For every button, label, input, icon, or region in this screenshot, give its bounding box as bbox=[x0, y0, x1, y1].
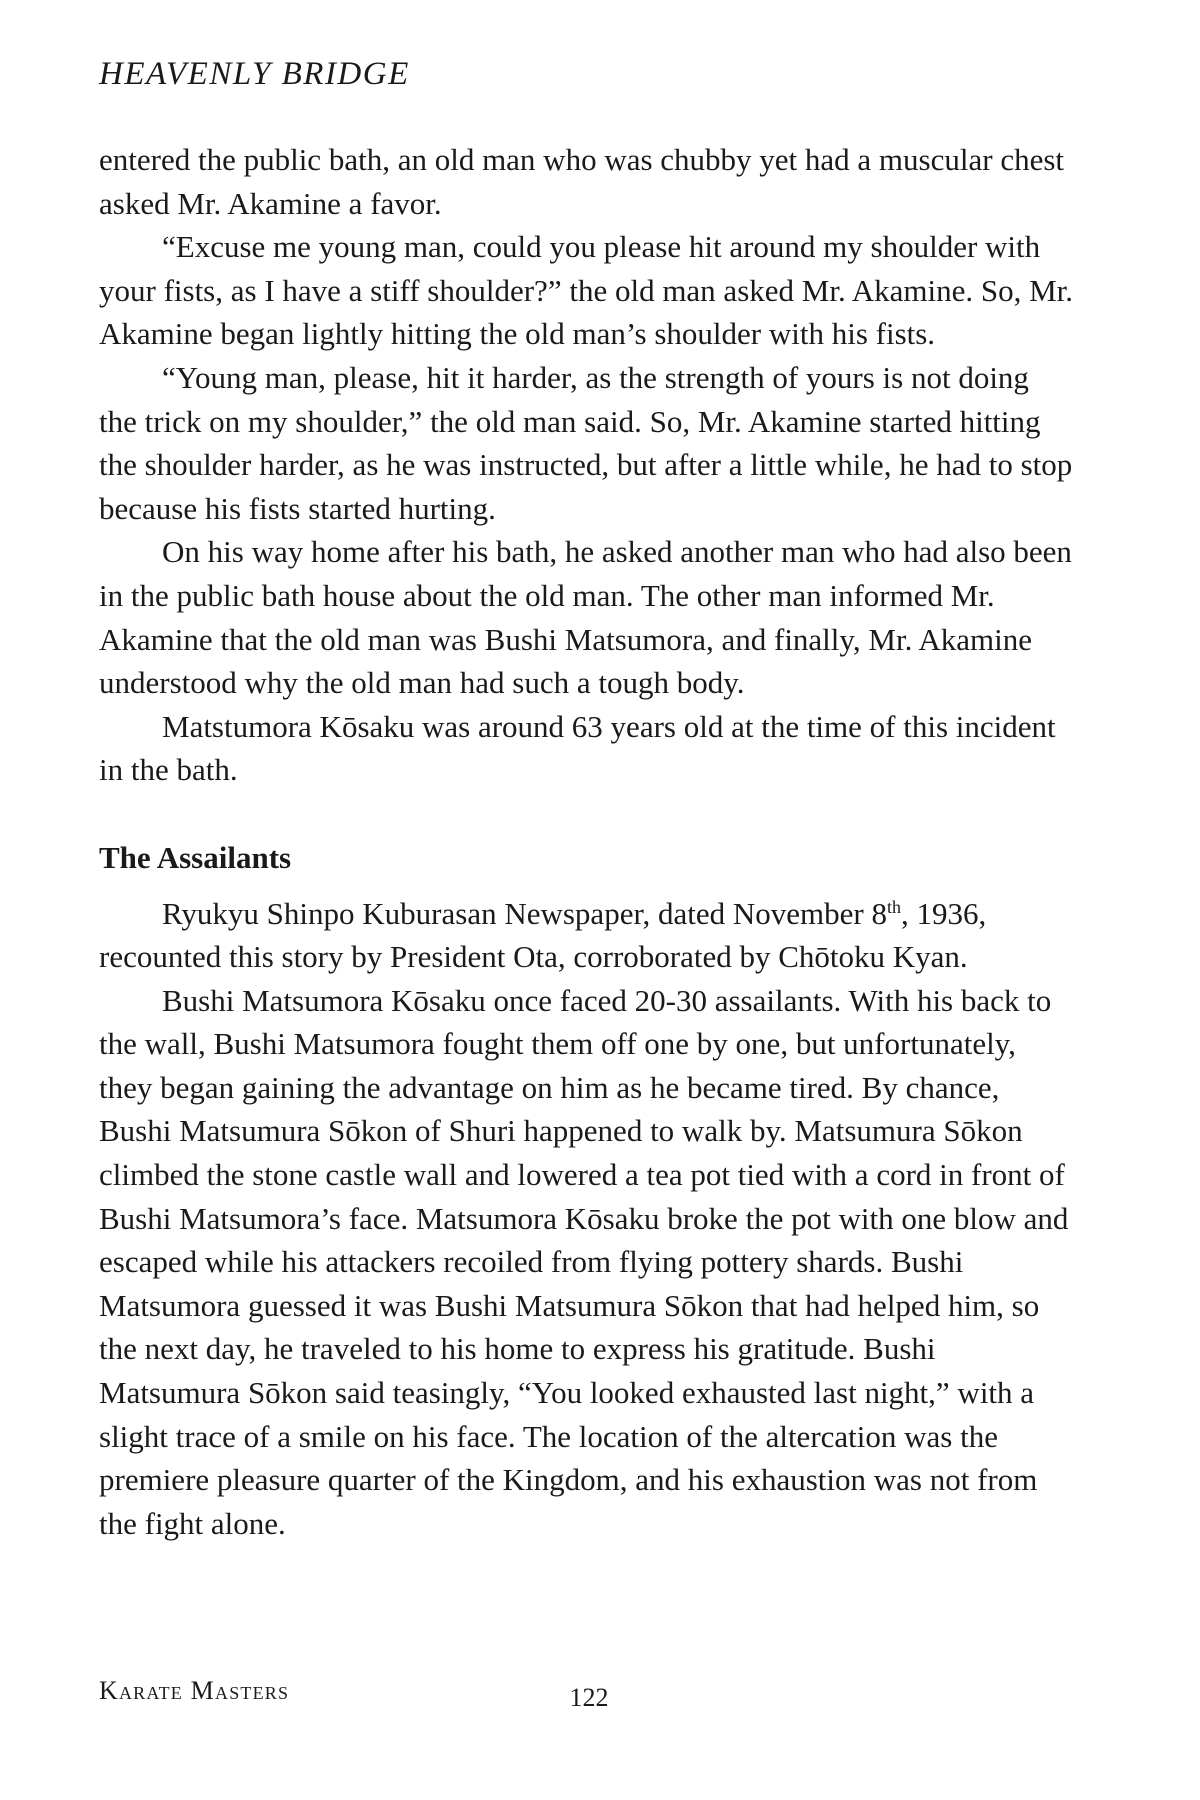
page-number: 122 bbox=[569, 1683, 609, 1712]
running-header: HEAVENLY BRIDGE bbox=[99, 56, 410, 92]
paragraph bbox=[99, 892, 1074, 979]
section-heading: The Assailants bbox=[99, 839, 292, 875]
footer-book-title: Karate Masters bbox=[99, 1676, 290, 1705]
paragraph-text: Ryukyu Shinpo Kuburasan Newspaper, dated November 8 bbox=[162, 895, 888, 931]
ordinal-suffix: th bbox=[887, 896, 902, 917]
paragraph: “Young man, please, hit it harder, as the strength of yours is not doing the trick on my shoulder,” the old man said. So, Mr. Akamine started hitting the shoulder harder, as he was instructed, but after a little while, he had to stop because his fists started hurting. bbox=[99, 359, 1073, 526]
paragraph: “Excuse me young man, could you please hit around my shoulder with your fists, as I have a stiff shoulder?” the old man asked Mr. Akamine. So, Mr. Akamine began lightly hitting the old man’s shoulder with his fists. bbox=[99, 229, 1074, 352]
paragraph: Matstumora Kōsaku was around 63 years old at the time of this incident in the bath. bbox=[99, 708, 1056, 788]
paragraph-text: , 1936, recounted this story by President Ota, corroborated by Chōtoku Kyan. bbox=[99, 895, 987, 975]
paragraph: Bushi Matsumora Kōsaku once faced 20-30 assailants. With his back to the wall, Bushi Matsumora fought them off one by one, but unfortunately, they began gaining the advantage on him as he became tired. By chance, Bushi Matsumura Sōkon of Shuri happened to walk by. Matsumura Sōkon climbed the stone castle wall and lowered a tea pot tied with a cord in front of Bushi Matsumora’s face. Matsumora Kōsaku broke the pot with one blow and escaped while his attackers recoiled from flying pottery shards. Bushi Matsumora guessed it was Bushi Matsumura Sōkon that had helped him, so the next day, he traveled to his home to express his gratitude. Bushi Matsumura Sōkon said teasingly, “You looked exhausted last night,” with a slight trace of a smile on his face. The location of the altercation was the premiere pleasure quarter of the Kingdom, and his exhaustion was not from the fight alone. bbox=[99, 982, 1069, 1541]
paragraph: On his way home after his bath, he asked another man who had also been in the public bath house about the old man. The other man informed Mr. Akamine that the old man was Bushi Matsumora, and finally, Mr. Akamine understood why the old man had such a tough body. bbox=[99, 534, 1072, 701]
body-text bbox=[99, 138, 1074, 1545]
paragraph: entered the public bath, an old man who was chubby yet had a muscular chest asked Mr. Akamine a favor. bbox=[99, 142, 1065, 221]
